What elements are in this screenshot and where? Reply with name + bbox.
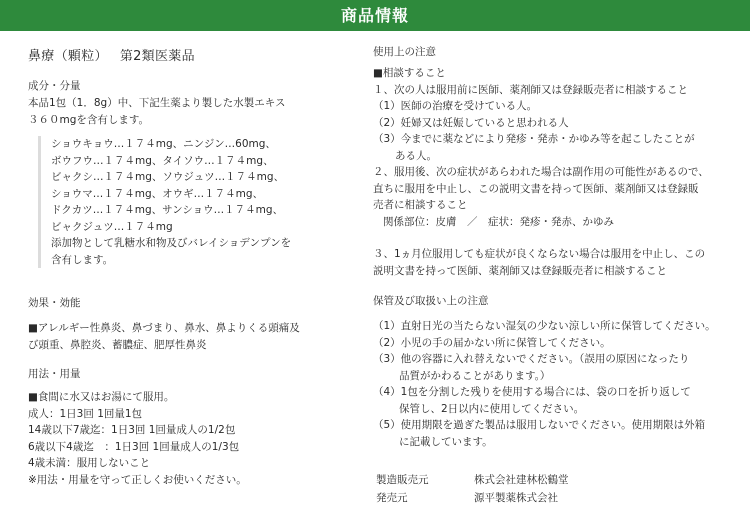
distributor-label: 発売元 xyxy=(376,491,408,504)
ingredient-line: 含有します。 xyxy=(51,253,114,266)
precaution-item: （3）今までに薬などにより発疹・発赤・かゆみ等を起こしたことが xyxy=(373,133,695,145)
distributor-name: 源平製薬株式会社 xyxy=(474,491,558,504)
precaution-line: 売者に相談すること xyxy=(373,199,468,211)
precaution-item-cont: ある人。 xyxy=(395,149,437,162)
efficacy-line: ■アレルギー性鼻炎、鼻づまり、鼻水、鼻よりくる頭痛及 xyxy=(28,322,300,334)
consult-heading: ■相談すること xyxy=(373,67,446,79)
related-symptoms: 関係部位：皮膚 ／ 症状：発疹・発赤、かゆみ xyxy=(383,215,614,228)
precaution-line: １、次の人は服用前に医師、薬剤師又は登録販売者に相談すること xyxy=(373,83,688,96)
manufacturer-row xyxy=(373,472,745,490)
composition-text xyxy=(28,95,346,128)
precaution-line: 直ちに服用を中止し、この説明文書を持って医師、薬剤師又は登録販 xyxy=(373,182,699,195)
storage-label: 保管及び取扱い上の注意 xyxy=(373,295,489,307)
precaution-line: ２、服用後、次の症状があらわれた場合は副作用の可能性があるので、 xyxy=(373,166,709,178)
left-column xyxy=(28,36,346,488)
efficacy-text xyxy=(28,320,346,353)
ingredient-line: ショウキョウ…１７４mg、ニンジン…60mg、 xyxy=(51,138,276,150)
right-column xyxy=(373,36,745,507)
product-category: 第2類医薬品 xyxy=(119,49,195,64)
efficacy-label: 効果・効能 xyxy=(28,297,81,309)
ingredient-line: ビャクシ…１７４mg、ソウジュツ…１７４mg、 xyxy=(51,171,285,183)
ingredient-line: ショウマ…１７４mg、オウギ…１７４mg、 xyxy=(51,187,264,200)
storage-item: （5）使用期限を過ぎた製品は服用しないでください。使用期限は外箱 xyxy=(373,419,706,431)
composition-line: 本品1包（1．8g）中、下記生薬より製した水製エキス xyxy=(28,97,286,109)
ingredient-line: 添加物として乳糖水和物及びバレイショデンプンを xyxy=(51,237,292,249)
composition-line: ３６０mgを含有します。 xyxy=(28,113,150,126)
manufacturer-info xyxy=(373,472,745,507)
ingredient-line: ドクカツ…１７４mg、サンショウ…１７４mg、 xyxy=(51,204,284,216)
storage-item: （4）1包を分割した残りを使用する場合には、袋の口を折り返して xyxy=(373,386,691,398)
ingredient-line: ビャクジュツ…１７４mg xyxy=(51,220,173,233)
storage-text xyxy=(373,318,745,450)
dosage-line: 4歳未満：服用しないこと xyxy=(28,457,151,469)
dosage-line: 6歳以下4歳迄 ：1日3回 1回量成人の1/3包 xyxy=(28,440,240,453)
storage-item: （1）直射日光の当たらない湿気の少ない涼しい所に保管してください。 xyxy=(373,320,716,332)
precaution-line: 説明文書を持って医師、薬剤師又は登録販売者に相談すること xyxy=(373,264,667,277)
composition-label: 成分・分量 xyxy=(28,80,81,92)
dosage-line: 14歳以下7歳迄：1日3回 1回量成人の1/2包 xyxy=(28,424,236,436)
precautions-label: 使用上の注意 xyxy=(373,46,436,58)
product-title xyxy=(28,45,346,64)
storage-item-cont: 品質がかわることがあります。） xyxy=(399,369,551,382)
dosage-label: 用法・用量 xyxy=(28,368,81,380)
seller-label: 製造販売元 xyxy=(376,474,429,486)
ingredient-line: ボウフウ…１７４mg、タイソウ…１７４mg、 xyxy=(51,154,274,167)
storage-item: （3）他の容器に入れ替えないでください。（誤用の原因になったり xyxy=(373,353,690,365)
ingredient-list xyxy=(38,136,346,268)
distributor-row xyxy=(373,490,745,508)
product-name: 鼻療（顆粒） xyxy=(28,49,108,64)
storage-item: （2）小児の手の届かない所に保管してください。 xyxy=(373,336,611,349)
dosage-line: ※用法・用量を守って正しくお使いください。 xyxy=(28,473,247,486)
precaution-line: ３、1ヵ月位服用しても症状が良くならない場合は服用を中止し、この xyxy=(373,248,706,260)
precaution-item: （1）医師の治療を受けている人。 xyxy=(373,100,538,112)
dosage-text xyxy=(28,389,346,488)
dosage-line: ■食間に水又はお湯にて服用。 xyxy=(28,391,175,403)
dosage-line: 成人：1日3回 1回量1包 xyxy=(28,407,143,420)
storage-item-cont: 保管し、2日以内に使用してください。 xyxy=(399,402,585,415)
efficacy-line: び頭重、鼻腔炎、蓄膿症、肥厚性鼻炎 xyxy=(28,338,207,351)
seller-name: 株式会社建林松鶴堂 xyxy=(474,474,569,486)
precautions-text xyxy=(373,65,745,279)
storage-item-cont: に記載しています。 xyxy=(399,435,493,448)
product-info-header: 商品情報 xyxy=(0,0,750,31)
precaution-item: （2）妊婦又は妊娠していると思われる人 xyxy=(373,116,569,129)
